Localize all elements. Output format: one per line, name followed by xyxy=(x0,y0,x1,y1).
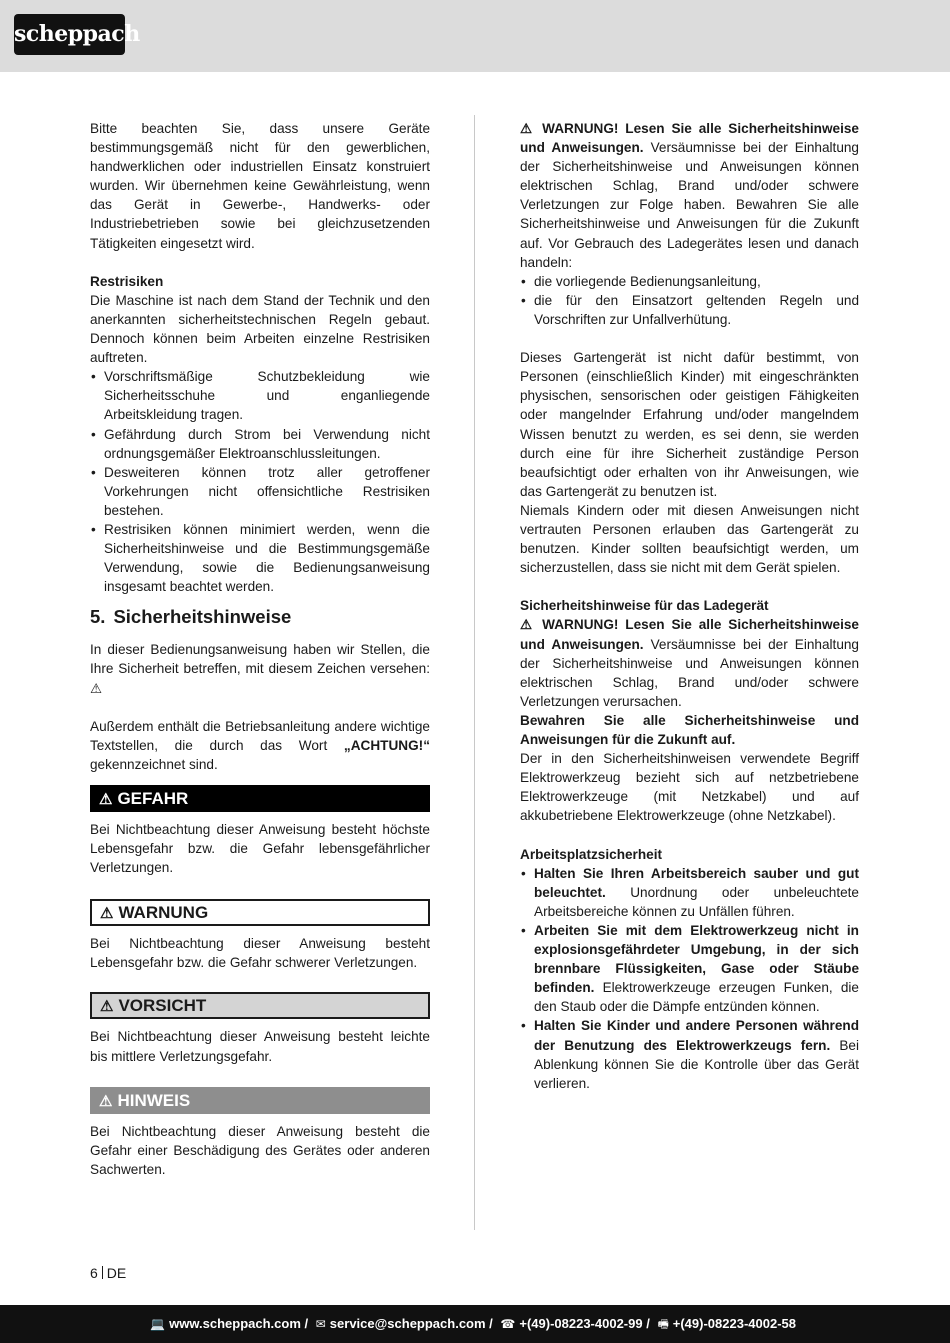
intro-paragraph: Bitte beachten Sie, dass unsere Geräte bestimmungsgemäß nicht für den gewerblichen, handwerklichen oder industriellen Einsatz konstruiert wurden. Wir übernehmen keine Gewährleistung, wenn das Gerät in Gewerbe-, Handwerks- oder Industriebetrieben sowie bei gleichzusetzenden Tätigkeiten eingesetzt wird. xyxy=(90,121,430,251)
achtung-pre-text: Außerdem enthält die Betriebsanleitung andere wichtige Textstellen, die durch das Wort xyxy=(90,718,430,753)
right-column xyxy=(520,119,859,1093)
warning-triangle-icon: ⚠ xyxy=(99,1092,113,1110)
charger-heading: Sicherheitshinweise für das Ladegerät xyxy=(520,598,769,614)
list-item xyxy=(520,921,859,1016)
section-title-text: Sicherheitshinweise xyxy=(113,606,292,628)
vorsicht-text: Bei Nichtbeachtung dieser Anweisung besteht leichte bis mittlere Verletzungsgefahr. xyxy=(90,1029,430,1064)
restrisiken-list xyxy=(90,367,430,596)
instructions-list xyxy=(520,272,859,329)
list-item: • die vorliegende Bedienungsanleitung, xyxy=(520,272,859,291)
item-text: Unordnung oder unbeleuchtete Arbeitsbereiche können zu Unfällen führen. xyxy=(534,884,859,919)
keep-instructions-note: Bewahren Sie alle Sicherheitshinweise und Anweisungen für die Zukunft auf. xyxy=(520,712,859,747)
list-item: • Vorschriftsmäßige Schutzbekleidung wie Sicherheitsschuhe und enganliegende Arbeitskleidung tragen. xyxy=(90,367,430,424)
list-item: • Desweiteren können trotz aller getroffener Vorkehrungen nicht offensichtliche Restrisiken bestehen. xyxy=(90,463,430,520)
warnung-label-box xyxy=(90,899,430,926)
warning-paragraph-2 xyxy=(520,615,859,710)
fax-icon: 🖷 xyxy=(657,1317,669,1331)
warning-body-1: Versäumnisse bei der Einhaltung der Sicherheitshinweise und Anweisungen können elektrischen Schlag, Brand und/oder schwere Verletzungen zur Folge haben. Bewahren Sie alle Sicherheitshinweise und Anweisungen für die Zukunft auf. Vor Gebrauch des Ladegerätes lesen und danach handeln: xyxy=(520,140,859,270)
list-item: • die für den Einsatzort geltenden Regeln und Vorschriften zur Unfallverhütung. xyxy=(520,291,859,329)
gefahr-label-box xyxy=(90,785,430,812)
footer-website[interactable]: www.scheppach.com / xyxy=(169,1316,309,1331)
garden-device-paragraph: Dieses Gartengerät ist nicht dafür bestimmt, von Personen (einschließlich Kinder) mit eingeschränkten physischen, sensorischen oder geistigen Fähigkeiten oder mangelnder Erfahrung und/oder mangelndem Wissen benutzt zu werden, es sei denn, sie werden durch eine für ihre Sicherheit zuständige Person beaufsichtigt oder erhalten von ihr Anweisungen, wie das Gartengerät zu benutzen ist. xyxy=(520,350,859,499)
warning-triangle-icon: ⚠ xyxy=(100,998,114,1016)
hinweis-label: HINWEIS xyxy=(117,1090,191,1110)
warning-triangle-icon: ⚠ xyxy=(99,791,113,808)
left-column xyxy=(90,119,430,1179)
item-text: Bei Ablenkung können Sie die Kontrolle über das Gerät verlieren. xyxy=(534,1037,859,1091)
warning-body-2: Versäumnisse bei der Einhaltung der Sicherheitshinweise und Anweisungen können elektrischen Schlag, Brand und/oder schwere Verletzungen verursachen. xyxy=(520,636,859,709)
language-code: DE xyxy=(106,1265,127,1281)
section-title xyxy=(90,605,430,629)
section-intro: In dieser Bedienungsanweisung haben wir Stellen, die Ihre Sicherheit betreffen, mit diesem Zeichen versehen: ⚠ xyxy=(90,642,430,696)
page-number-value: 6 xyxy=(90,1265,98,1281)
mail-icon: ✉ xyxy=(315,1317,326,1331)
footer-bar xyxy=(0,1305,950,1343)
warnung-label: WARNUNG xyxy=(118,903,209,923)
header-bar xyxy=(0,0,950,72)
warnung-text: Bei Nichtbeachtung dieser Anweisung besteht Lebensgefahr bzw. die Gefahr schwerer Verletzungen. xyxy=(90,936,430,971)
computer-icon: 💻 xyxy=(150,1317,166,1331)
vorsicht-label: VORSICHT xyxy=(118,996,207,1016)
list-item xyxy=(520,1016,859,1092)
brand-logo: scheppach xyxy=(14,14,125,55)
warning-lead-2: ⚠ WARNUNG! Lesen Sie alle Sicherheitshinweise und Anweisungen. xyxy=(520,617,859,652)
item-text: Elektrowerkzeuge erzeugen Funken, die den Staub oder die Dämpfe entzünden können. xyxy=(534,980,859,1015)
list-item: • Restrisiken können minimiert werden, wenn die Sicherheitshinweise und die Bestimmungsgemäße Verwendung, sowie die Bedienungsanweisung insgesamt beachtet werden. xyxy=(90,520,430,596)
achtung-keyword: „ACHTUNG!“ xyxy=(343,737,430,753)
warning-lead-1: ⚠ WARNUNG! Lesen Sie alle Sicherheitshinweise und Anweisungen. xyxy=(520,121,859,156)
warning-triangle-icon: ⚠ xyxy=(100,905,114,923)
hinweis-label-box xyxy=(90,1087,430,1114)
item-lead: Halten Sie Kinder und andere Personen während der Benutzung des Elektrowerkzeugs fern. xyxy=(534,1018,859,1053)
column-divider xyxy=(474,115,475,1230)
separator-bar xyxy=(102,1266,103,1279)
workplace-list xyxy=(520,864,859,1093)
achtung-post-text: gekennzeichnet sind. xyxy=(90,756,218,772)
gefahr-text: Bei Nichtbeachtung dieser Anweisung besteht höchste Lebensgefahr bzw. die Gefahr lebensgefährlicher Verletzungen. xyxy=(90,822,430,876)
restrisiken-paragraph: Die Maschine ist nach dem Stand der Technik und den anerkannten sicherheitstechnischen Regeln gebaut. Dennoch können beim Arbeiten einzelne Restrisiken auftreten. xyxy=(90,292,430,366)
workplace-heading: Arbeitsplatzsicherheit xyxy=(520,846,663,862)
footer-phone: +(49)-08223-4002-99 / xyxy=(519,1316,650,1331)
gefahr-label: GEFAHR xyxy=(117,789,189,808)
children-paragraph: Niemals Kindern oder mit diesen Anweisungen nicht vertrauten Personen erlauben das Gartengerät zu benutzen. Kinder sollten beaufsichtigt werden, um sicherzustellen, dass sie nicht mit dem Gerät spielen. xyxy=(520,502,859,576)
power-tool-definition: Der in den Sicherheitshinweisen verwendete Begriff Elektrowerkzeug bezieht sich auf netzbetriebene Elektrowerkzeuge (mit Netzkabel) und auf akkubetriebene Elektrowerkzeuge (ohne Netzkabel). xyxy=(520,751,859,824)
item-lead: Halten Sie Ihren Arbeitsbereich sauber und gut beleuchtet. xyxy=(534,865,859,900)
page-number xyxy=(90,1264,126,1282)
vorsicht-label-box xyxy=(90,992,430,1019)
list-item: • Gefährdung durch Strom bei Verwendung nicht ordnungsgemäßer Elektroanschlussleitungen. xyxy=(90,425,430,463)
section-number: 5. xyxy=(90,606,106,628)
item-lead: Arbeiten Sie mit dem Elektrowerkzeug nicht in explosionsgefährdeter Umgebung, in der sich brennbare Flüssigkeiten, Gase oder Stäube befinden. xyxy=(534,922,859,996)
restrisiken-heading: Restrisiken xyxy=(90,273,164,289)
warning-paragraph-1 xyxy=(520,119,859,272)
list-item xyxy=(520,864,859,921)
footer-email[interactable]: service@scheppach.com / xyxy=(329,1316,493,1331)
achtung-paragraph xyxy=(90,717,430,774)
phone-icon: ☎ xyxy=(500,1317,516,1331)
hinweis-text: Bei Nichtbeachtung dieser Anweisung besteht die Gefahr einer Beschädigung des Gerätes oder anderen Sachwerten. xyxy=(90,1123,430,1177)
footer-fax: +(49)-08223-4002-58 xyxy=(672,1316,796,1331)
